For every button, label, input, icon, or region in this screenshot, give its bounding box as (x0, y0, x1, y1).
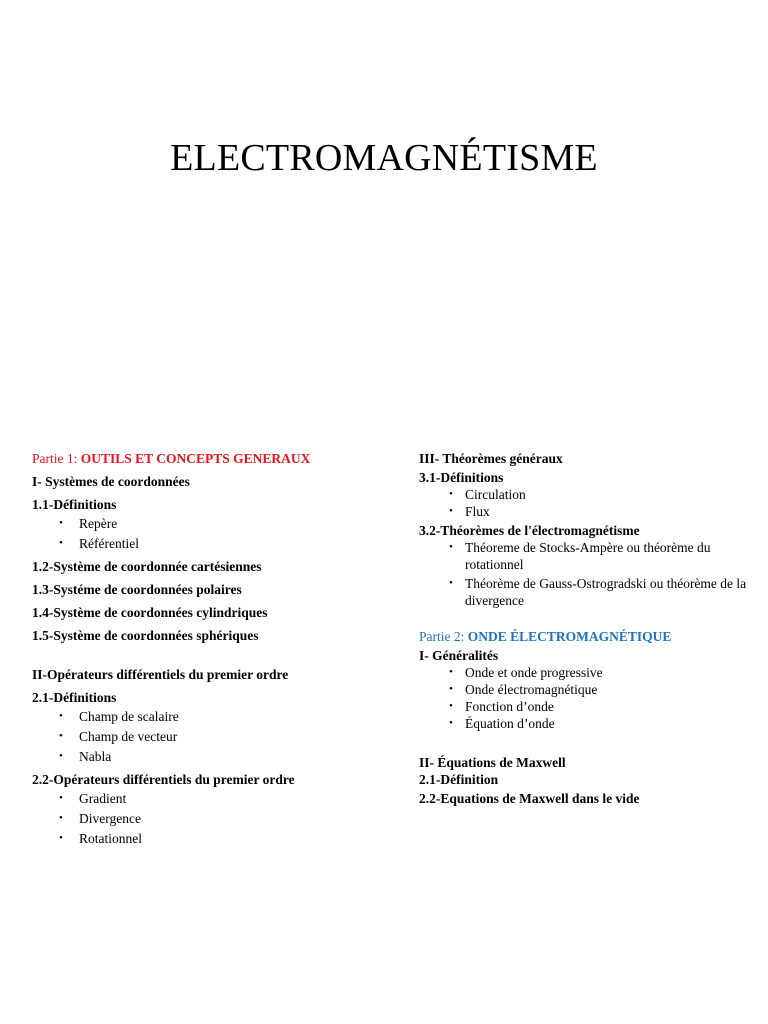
section-1-heading: I- Systèmes de coordonnées (32, 474, 190, 489)
part-2-section-2-heading: II- Équations de Maxwell (419, 755, 566, 770)
section-3-heading (419, 450, 749, 467)
part-1-title: OUTILS ET CONCEPTS GENERAUX (80, 451, 311, 466)
section-2-heading: II-Opérateurs différentiels du premier ordre (32, 667, 289, 682)
part-2-prefix: Partie 2: (419, 629, 465, 644)
list-item: • Flux (449, 504, 490, 519)
list-item: • Référentiel (59, 536, 139, 551)
part-2-title: ONDE ÉLECTROMAGNÉTIQUE (467, 629, 672, 644)
left-column (32, 450, 392, 847)
bullet-icon: • (449, 683, 453, 695)
list-item: • Onde électromagnétique (449, 682, 598, 697)
page-title: ELECTROMAGNÉTISME (170, 137, 598, 179)
bullet-icon: • (449, 700, 453, 712)
list-item: • Onde et onde progressive (449, 665, 603, 680)
list-item: • Champ de scalaire (59, 709, 179, 724)
bullet-icon: • (59, 750, 63, 762)
list-item: • Rotationnel (59, 831, 142, 846)
bullet-icon: • (59, 710, 63, 722)
section-1-2-heading: 1.2-Système de coordonnée cartésiennes (32, 559, 262, 574)
bullet-icon: • (449, 541, 453, 553)
bullet-icon: • (59, 517, 63, 529)
bullet-icon: • (59, 832, 63, 844)
section-3-prefix: III- (419, 451, 440, 466)
bullet-icon: • (449, 505, 453, 517)
bullet-icon: • (449, 666, 453, 678)
part-1-prefix: Partie 1: (32, 451, 78, 466)
bullet-icon: • (449, 717, 453, 729)
part-2-section-2-1-heading: 2.1-Définition (419, 772, 499, 787)
part-2-section-1-list (419, 664, 749, 732)
list-item: • Circulation (449, 487, 526, 502)
section-2-1-heading: 2.1-Définitions (32, 690, 117, 705)
bullet-icon: • (449, 488, 453, 500)
part-2-section-1-heading: I- Généralités (419, 648, 499, 663)
section-3-2-heading: 3.2-Théorèmes de l'électromagnétisme (419, 523, 640, 538)
right-column (419, 450, 749, 807)
section-3-title: Théorèmes généraux (442, 451, 563, 466)
part-2-heading (419, 628, 749, 645)
bullet-icon: • (59, 812, 63, 824)
part-1-heading (32, 450, 392, 467)
section-1-1-heading: 1.1-Définitions (32, 497, 117, 512)
section-2-2-heading: 2.2-Opérateurs différentiels du premier ordre (32, 772, 295, 787)
list-item: • Fonction d’onde (449, 699, 554, 714)
list-item: • Équation d’onde (449, 716, 555, 731)
bullet-icon: • (449, 577, 453, 589)
bullet-icon: • (59, 730, 63, 742)
section-1-4-heading: 1.4-Système de coordonnées cylindriques (32, 605, 268, 620)
section-1-3-heading: 1.3-Systéme de coordonnées polaires (32, 582, 242, 597)
list-item: • Divergence (59, 811, 141, 826)
list-item: • Gradient (59, 791, 127, 806)
section-1-5-heading: 1.5-Système de coordonnées sphériques (32, 628, 259, 643)
list-item: • Nabla (59, 749, 112, 764)
section-2-2-list (32, 790, 392, 847)
section-3-1-list (419, 486, 749, 520)
section-3-1-heading: 3.1-Définitions (419, 470, 504, 485)
section-2-1-list (32, 708, 392, 765)
list-item: • Théorème de Gauss-Ostrogradski ou théorème de la divergence (449, 576, 747, 608)
list-item: • Théoreme de Stocks-Ampère ou théorème du rotationnel (449, 540, 711, 572)
section-3-2-list (419, 539, 749, 609)
bullet-icon: • (59, 537, 63, 549)
bullet-icon: • (59, 792, 63, 804)
part-2-section-2-2-heading: 2.2-Equations de Maxwell dans le vide (419, 791, 640, 806)
list-item: • Repère (59, 516, 118, 531)
section-1-1-list (32, 515, 392, 552)
list-item: • Champ de vecteur (59, 729, 178, 744)
